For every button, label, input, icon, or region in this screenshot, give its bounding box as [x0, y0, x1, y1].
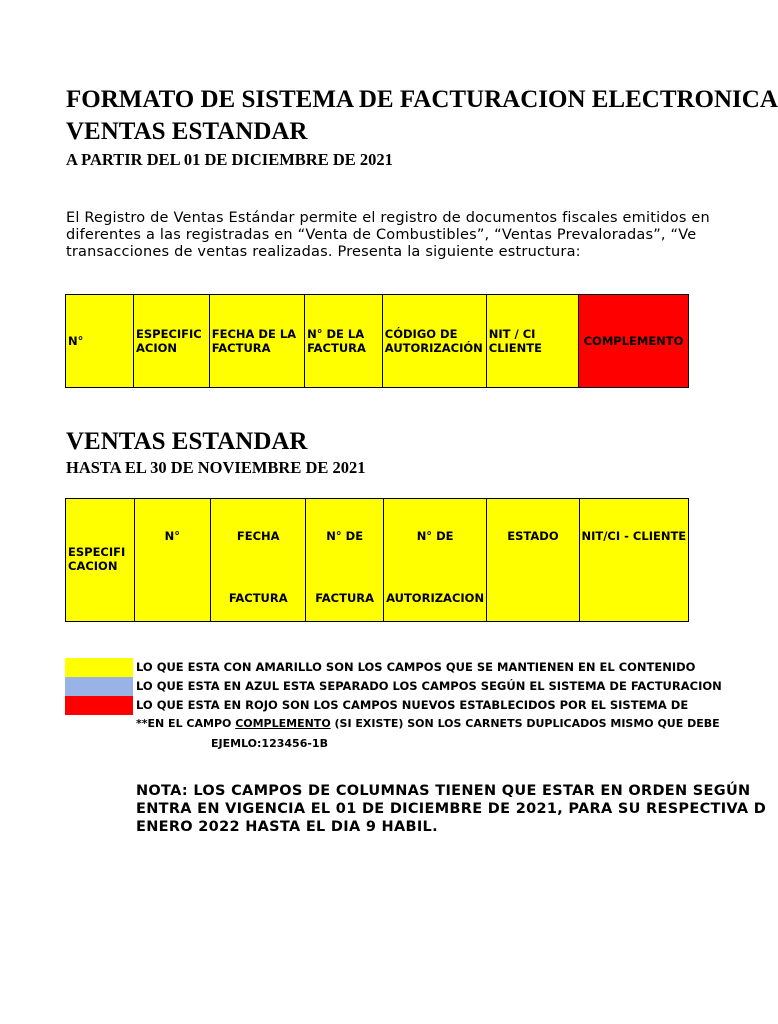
header-cell-numero [134, 499, 211, 622]
header-cell-text: N° DE [326, 529, 364, 543]
legend-swatch-yellow [65, 658, 133, 677]
note-prefix: **EN EL CAMPO [136, 717, 236, 730]
nota-line: ENTRA EN VIGENCIA EL 01 DE DICIEMBRE DE 2021, PARA SU RESPECTIVA D [136, 801, 767, 817]
header-cell-text: ESPECIFICACION [68, 545, 126, 573]
header-cell-fecha-factura: FECHA DE LA FACTURA [209, 295, 304, 388]
header-cell-numero-factura [306, 499, 384, 622]
header-cell-text: NIT/CI - CLIENTE [581, 529, 687, 543]
table-header-row [66, 295, 689, 388]
header-cell-complemento: COMPLEMENTO [579, 295, 689, 388]
header-cell-fecha-factura [211, 499, 306, 622]
legend-swatch-blue [65, 677, 133, 696]
note-keyword: COMPLEMENTO [235, 717, 331, 730]
header-cell-text: N° [164, 529, 180, 543]
nota-line: NOTA: LOS CAMPOS DE COLUMNAS TIENEN QUE ESTAR EN ORDEN SEGÚN [136, 783, 751, 799]
header-cell-text: FACTURA [228, 591, 288, 605]
header-cell-especificacion [66, 499, 135, 622]
header-cell-nit-ci-cliente: NIT / CI CLIENTE [486, 295, 578, 388]
legend-text-blue: LO QUE ESTA EN AZUL ESTA SEPARADO LOS CAMPOS SEGÚN EL SISTEMA DE FACTURACION [136, 679, 722, 693]
header-cell-numero: N° [66, 295, 134, 388]
section-title-ventas-estandar: VENTAS ESTANDAR [66, 118, 308, 145]
header-cell-especificacion: ESPECIFICACION [134, 295, 210, 388]
section-subtitle-until-date: HASTA EL 30 DE NOVIEMBRE DE 2021 [66, 458, 366, 477]
nota-block [136, 782, 766, 836]
header-cell-estado [487, 499, 579, 622]
intro-line: transacciones de ventas realizadas. Presenta la siguiente estructura: [66, 244, 581, 260]
table-header-row [66, 499, 689, 622]
header-cell-numero-autorizacion [383, 499, 486, 622]
header-cell-nit-ci-cliente [579, 499, 688, 622]
intro-line: diferentes a las registradas en “Venta de Combustibles”, “Ventas Prevaloradas”, “Ve [66, 227, 697, 243]
header-cell-text: FACTURA [315, 591, 375, 605]
header-cell-text: FECHA [236, 529, 280, 543]
header-cell-codigo-autorizacion: CÓDIGO DE AUTORIZACIÓN [382, 295, 486, 388]
legend-text-yellow: LO QUE ESTA CON AMARILLO SON LOS CAMPOS QUE SE MANTIENEN EN EL CONTENIDO [136, 660, 696, 674]
page-title: FORMATO DE SISTEMA DE FACTURACION ELECTRONICA [66, 86, 778, 113]
section-title-ventas-estandar-old: VENTAS ESTANDAR [66, 428, 308, 455]
new-format-header-table [65, 294, 689, 388]
complemento-note [136, 717, 720, 730]
legend-swatch-red [65, 696, 133, 715]
header-cell-numero-factura: N° DE LA FACTURA [305, 295, 383, 388]
nota-line: ENERO 2022 HASTA EL DIA 9 HABIL. [136, 819, 438, 835]
legend-text-red: LO QUE ESTA EN ROJO SON LOS CAMPOS NUEVOS ESTABLECIDOS POR EL SISTEMA DE [136, 698, 689, 712]
complemento-example: EJEMLO:123456-1B [211, 737, 328, 750]
header-cell-text: ESTADO [507, 529, 559, 543]
section-subtitle-from-date: A PARTIR DEL 01 DE DICIEMBRE DE 2021 [66, 150, 393, 169]
intro-paragraph [66, 210, 710, 261]
header-cell-text: N° DE [416, 529, 454, 543]
old-format-header-table [65, 498, 689, 622]
intro-line: El Registro de Ventas Estándar permite el registro de documentos fiscales emitidos en [66, 210, 710, 226]
note-suffix: (SI EXISTE) SON LOS CARNETS DUPLICADOS MISMO QUE DEBE [330, 717, 720, 730]
header-cell-text: AUTORIZACION [386, 591, 485, 605]
